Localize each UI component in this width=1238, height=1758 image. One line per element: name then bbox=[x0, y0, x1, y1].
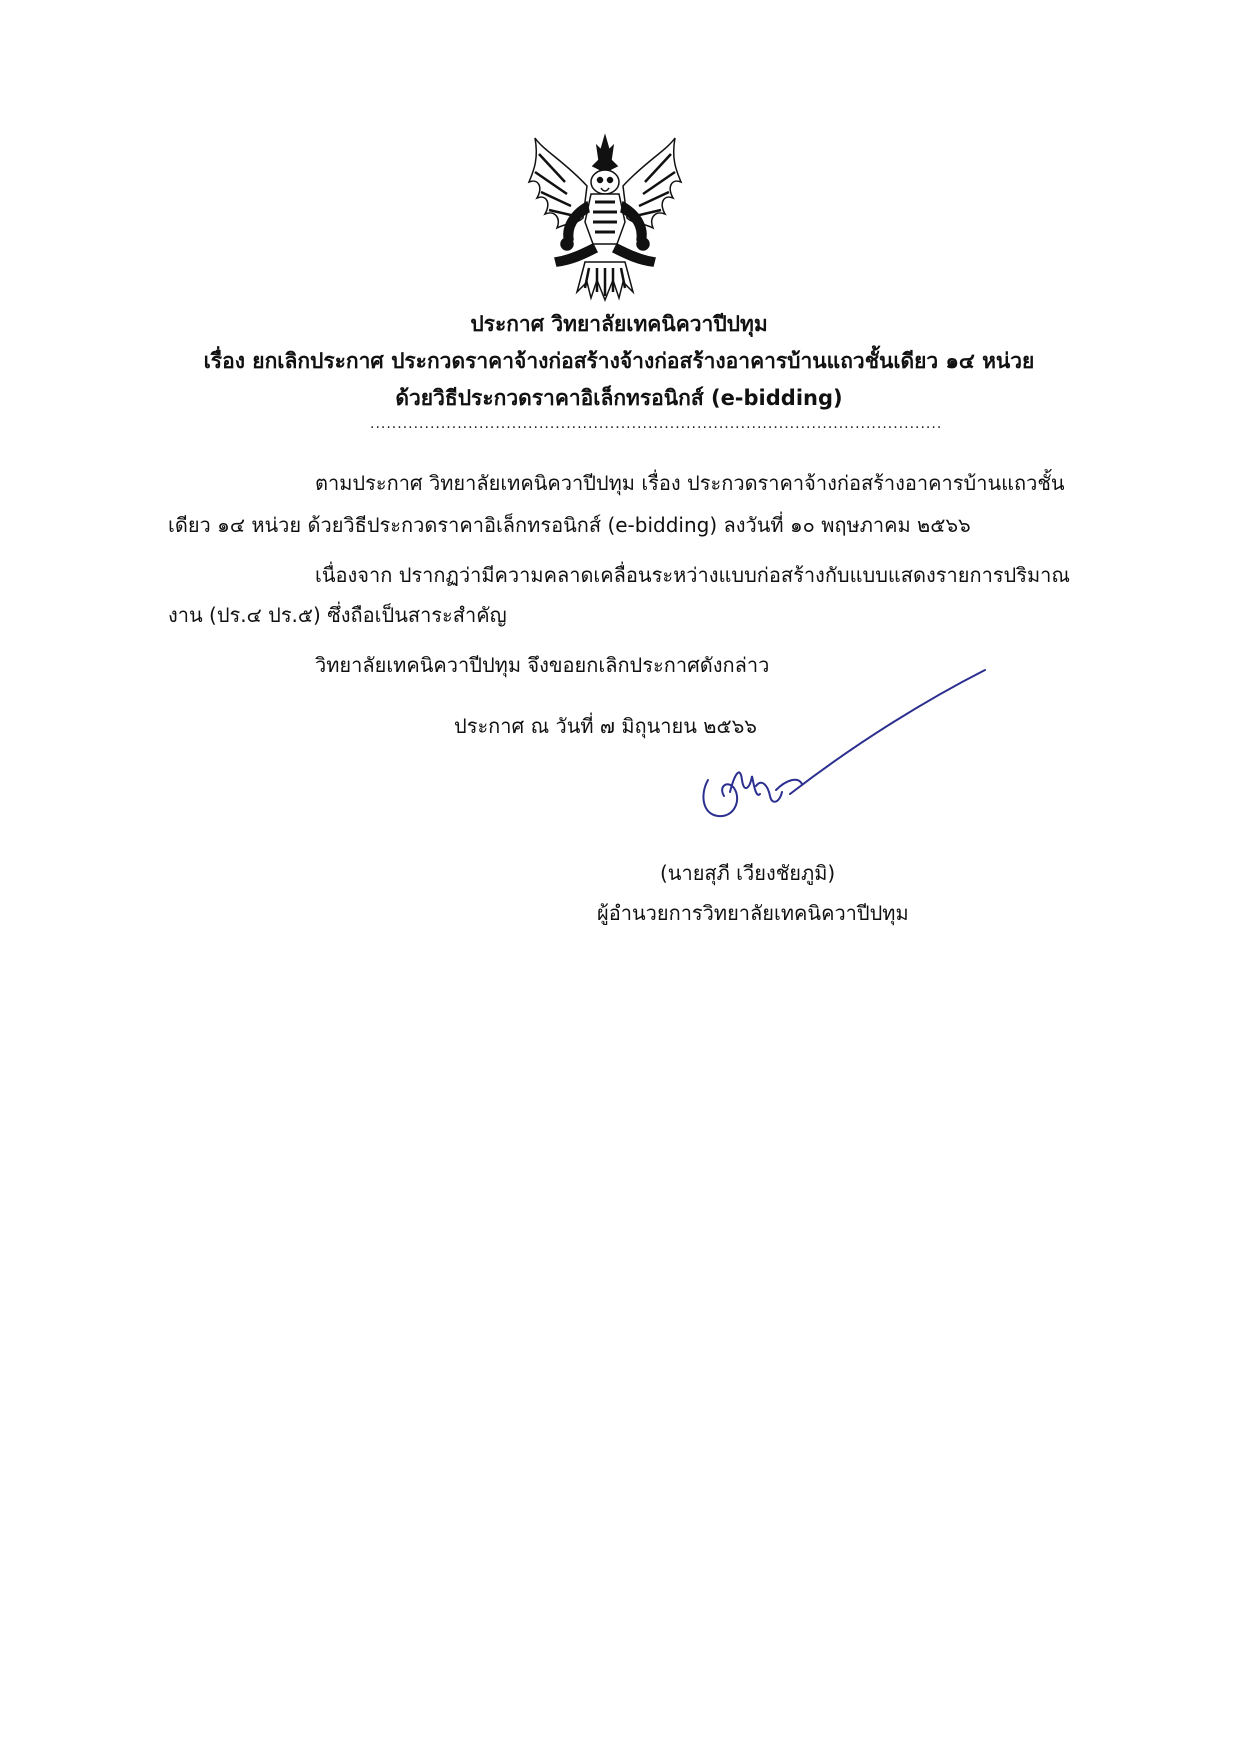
issue-date: ประกาศ ณ วันที่ ๗ มิถุนายน ๒๕๖๖ bbox=[454, 714, 757, 738]
paragraph-2-line-1: เนื่องจาก ปรากฏว่ามีความคลาดเคลื่อนระหว่างแบบก่อสร้างกับแบบแสดงรายการปริมาณ bbox=[315, 563, 1070, 587]
garuda-emblem-icon bbox=[525, 132, 685, 302]
announcement-subject: เรื่อง ยกเลิกประกาศ ประกวดราคาจ้างก่อสร้างจ้างก่อสร้างอาคารบ้านแถวชั้นเดียว ๑๔ หน่วย bbox=[203, 349, 1035, 373]
paragraph-1-line-1: ตามประกาศ วิทยาลัยเทคนิควาปีปทุม เรื่อง ประกวดราคาจ้างก่อสร้างอาคารบ้านแถวชั้น bbox=[315, 471, 1065, 495]
paragraph-1-line-2: เดียว ๑๔ หน่วย ด้วยวิธีประกวดราคาอิเล็กทรอนิกส์ (e-bidding) ลงวันที่ ๑๐ พฤษภาคม ๒๕๖๖ bbox=[168, 513, 971, 537]
paragraph-3: วิทยาลัยเทคนิควาปีปทุม จึงขอยกเลิกประกาศดังกล่าว bbox=[315, 653, 770, 677]
announcement-title: ประกาศ วิทยาลัยเทคนิควาปีปทุม bbox=[470, 312, 768, 336]
paragraph-2-line-2: งาน (ปร.๔ ปร.๕) ซึ่งถือเป็นสาระสำคัญ bbox=[168, 603, 507, 627]
signatory-position: ผู้อำนวยการวิทยาลัยเทคนิควาปีปทุม bbox=[597, 901, 909, 925]
announcement-method: ด้วยวิธีประกวดราคาอิเล็กทรอนิกส์ (e-bidding) bbox=[395, 386, 843, 410]
handwritten-signature bbox=[690, 668, 990, 838]
dotted-separator: ......................................................................................................... bbox=[370, 416, 943, 432]
signatory-name: (นายสุภี เวียงชัยภูมิ) bbox=[660, 861, 836, 885]
